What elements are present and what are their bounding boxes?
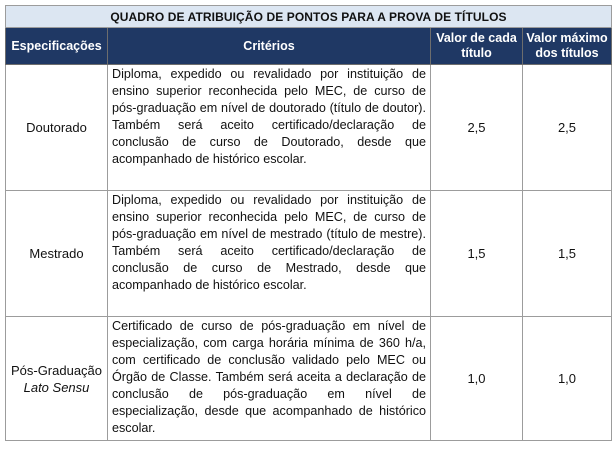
row-criteria: Diploma, expedido ou revalidado por instituição de ensino superior reconhecida pelo MEC, de curso de pós-graduação em nível de doutorado (título de doutor). Também será aceito certificado/declaração de conclusão de curso de Doutorado, desde que acompanhado de histórico escolar. [108, 65, 431, 191]
table-row [6, 65, 612, 191]
table-header-row [6, 28, 612, 65]
row-criteria: Diploma, expedido ou revalidado por instituição de ensino superior reconhecida pelo MEC, de curso de pós-graduação em nível de mestrado (título de mestre). Também será aceito certificado/declaração de conclusão de curso de Mestrado, desde que acompanhado de histórico escolar. [108, 191, 431, 317]
header-unit-value-line2: título [461, 46, 492, 60]
header-max-value-line1: Valor máximo [526, 31, 608, 45]
table-row [6, 317, 612, 441]
header-max-value-line2: dos títulos [535, 46, 599, 60]
table-row [6, 191, 612, 317]
header-max-value [523, 28, 612, 65]
header-criteria: Critérios [108, 28, 431, 65]
row-unit-value: 1,5 [431, 191, 523, 317]
points-table [5, 5, 612, 441]
row-specification: Mestrado [6, 191, 108, 317]
row-max-value: 1,0 [523, 317, 612, 441]
row-specification [6, 317, 108, 441]
row-specification-line2: Lato Sensu [23, 379, 90, 395]
row-unit-value: 2,5 [431, 65, 523, 191]
row-specification-line1: Pós-Graduação [10, 362, 103, 378]
header-unit-value [431, 28, 523, 65]
header-specifications: Especificações [6, 28, 108, 65]
row-criteria: Certificado de curso de pós-graduação em nível de especialização, com carga horária mínima de 360 h/a, com certificado de conclusão validado pelo MEC ou Órgão de Classe. Também será aceita a declaração de conclusão de pós-graduação em nível de especialização, desde que acompanhado de histórico escolar. [108, 317, 431, 441]
row-specification: Doutorado [6, 65, 108, 191]
table-title: QUADRO DE ATRIBUIÇÃO DE PONTOS PARA A PROVA DE TÍTULOS [6, 6, 612, 28]
header-unit-value-line1: Valor de cada [436, 31, 517, 45]
row-unit-value: 1,0 [431, 317, 523, 441]
row-max-value: 1,5 [523, 191, 612, 317]
row-max-value: 2,5 [523, 65, 612, 191]
table-title-row [6, 6, 612, 28]
